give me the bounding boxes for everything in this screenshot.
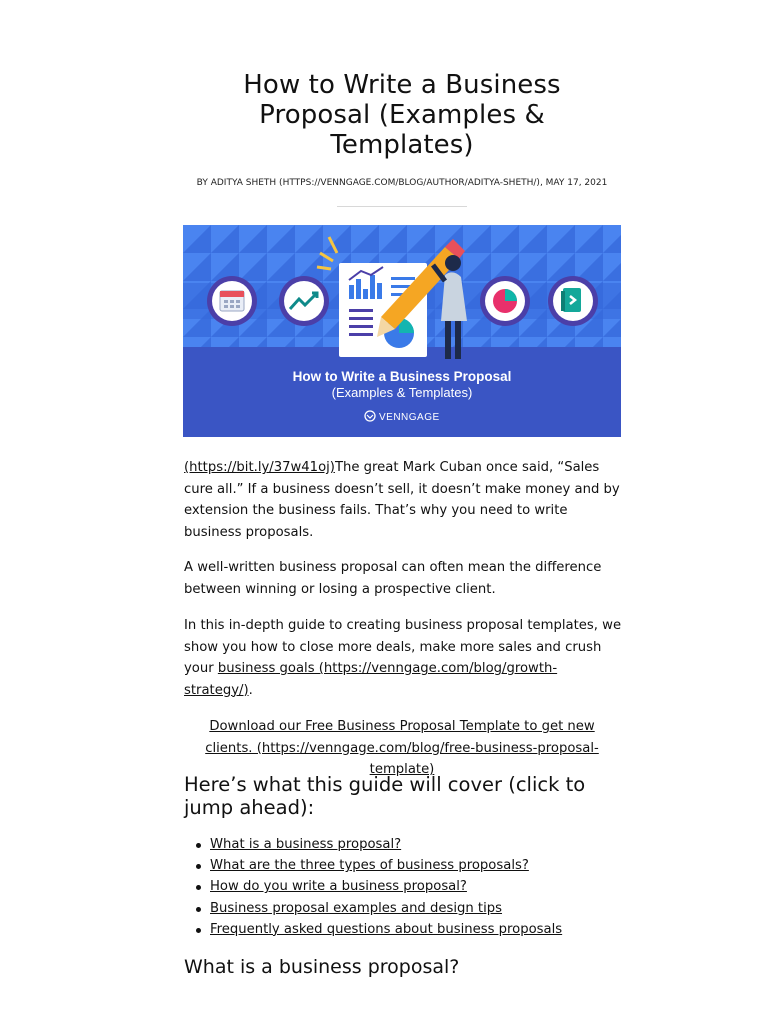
hero-subheadline: (Examples & Templates) [331,385,473,400]
toc-list [184,834,624,940]
toc-item [184,919,624,940]
business-goals-link[interactable]: business goals (https://venngage.com/blog/growth-strategy/) [184,661,558,698]
article-byline: BY ADITYA SHETH (HTTPS://VENNGAGE.COM/BLOG/AUTHOR/ADITYA-SHETH/), MAY 17, 2021 [196,178,608,188]
pie-chart-icon [480,276,530,326]
toc-link-how-to-write[interactable]: How do you write a business proposal? [210,879,467,895]
document-export-icon [548,276,598,326]
section-heading: What is a business proposal? [184,956,460,978]
article-title: How to Write a Business Proposal (Examples & Templates) [243,70,561,160]
intro-paragraph [184,457,624,543]
toc-link-what-is[interactable]: What is a business proposal? [210,837,402,852]
toc-link-three-types[interactable]: What are the three types of business proposals? [210,858,529,874]
toc-link-examples[interactable]: Business proposal examples and design tips [210,900,503,916]
toc-link-faq[interactable]: Frequently asked questions about business proposals [210,921,563,937]
hero-headline: How to Write a Business Proposal [292,369,512,384]
toc-heading: Here’s what this guide will cover (click to jump ahead): [184,773,586,819]
download-template-link[interactable]: Download our Free Business Proposal Template to get new clients. (https://venngage.com/blog/free-business-proposal-template) [205,719,599,777]
byline-divider [337,206,467,207]
intro-text: The great Mark Cuban once said, “Sales cure all.” If a business doesn’t sell, it doesn’t make money and by extension the business fails. That’s why you need to write business proposals. [184,460,620,540]
toc-item [184,855,624,876]
third-paragraph-text: In this in-depth guide to creating business proposal templates, we show you how to close more deals, make more sales and crush your [184,618,622,676]
second-paragraph: A well-written business proposal can often mean the difference between winning or losing a prospective client. [184,560,602,597]
hero-brand: VENNGAGE [379,412,440,423]
third-paragraph-end: . [248,682,253,698]
report-document-icon [339,263,427,357]
toc-item [184,876,624,897]
toc-item [184,834,624,855]
hero-banner [183,225,621,437]
download-template-block [184,716,620,781]
toc-item [184,898,624,919]
calendar-icon [207,276,257,326]
bitly-link[interactable]: (https://bit.ly/37w41oj) [184,460,335,475]
third-paragraph [184,615,624,701]
trend-up-icon [279,276,329,326]
